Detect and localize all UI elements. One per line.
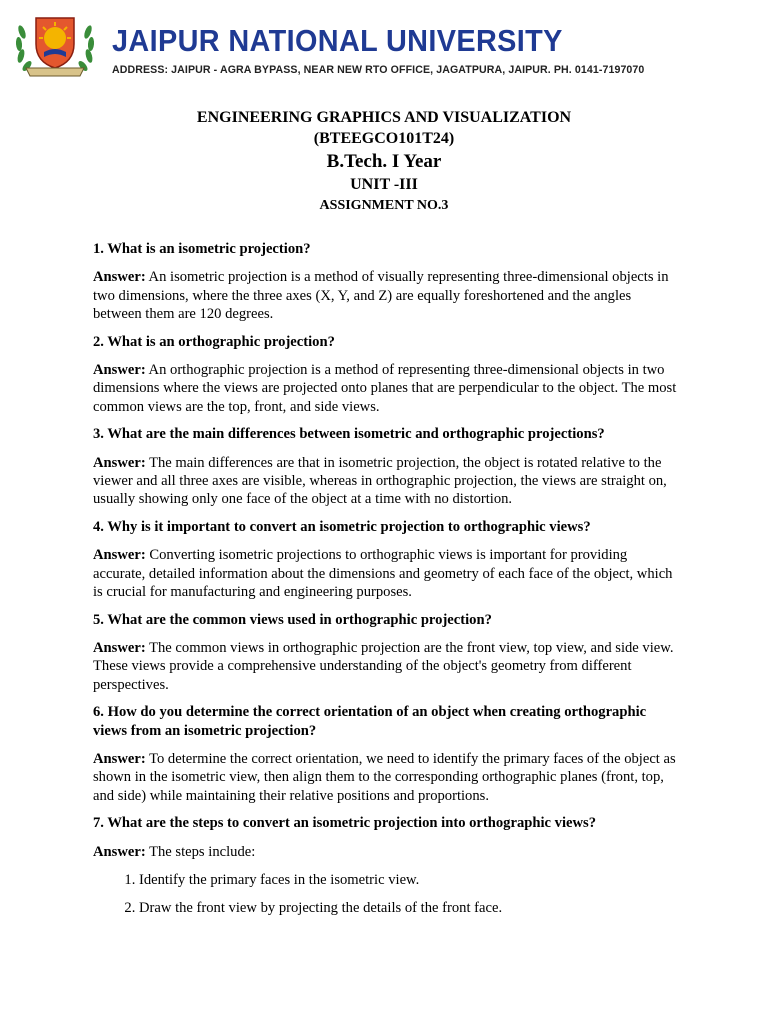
question-5: 5. What are the common views used in orthographic projection? [93,611,492,628]
question-7: 7. What are the steps to convert an isometric projection into orthographic views? [93,815,597,832]
university-name: JAIPUR NATIONAL UNIVERSITY [112,23,563,58]
answer-label: Answer: [93,269,146,286]
answer-1 [93,268,683,323]
answer-text: To determine the correct orientation, we need to identify the primary faces of the object as shown in the isometric view, then align them to the corresponding orthographic planes (front, top, and side) while maintaining their relative positions and proportions. [93,751,676,804]
answer-label: Answer: [93,843,146,860]
answer-text: Converting isometric projections to orthographic views is important for providing accurate, detailed information about the dimensions and geometry of each face of the object, which is crucial for manufacturing and engineering purposes. [93,547,673,600]
university-logo-icon [12,14,98,80]
course-title: ENGINEERING GRAPHICS AND VISUALIZATION [196,109,572,126]
answer-label: Answer: [93,751,146,768]
qa-content [93,240,683,927]
university-address: ADDRESS: JAIPUR - AGRA BYPASS, NEAR NEW RTO OFFICE, JAGATPURA, JAIPUR. PH. 0141-7197070 [112,64,645,76]
year-title: B.Tech. I Year [326,151,442,172]
answer-text: The steps include: [145,843,256,860]
answer-text: An orthographic projection is a method of representing three-dimensional objects in two dimensions where the views are projected onto planes that are perpendicular to the object. The most common views are the top, front, and side views. [93,361,677,415]
question-3: 3. What are the main differences between isometric and orthographic projections? [93,426,605,443]
answer-label: Answer: [93,361,146,378]
answer-text: The common views in orthographic projection are the front view, top view, and side view. These views provide a comprehensive understanding of the object's geometry from different perspectives. [93,640,674,693]
answer-2 [93,361,683,416]
question-2: 2. What is an orthographic projection? [93,333,335,350]
answer-label: Answer: [93,547,146,564]
document-titles [0,108,768,216]
question-4: 4. Why is it important to convert an isometric projection to orthographic views? [93,519,591,536]
course-code: (BTEEGCO101T24) [313,130,455,147]
answer-label: Answer: [93,640,146,657]
step-item: 1. Identify the primary faces in the isometric view. [139,871,683,889]
answer-label: Answer: [93,454,146,471]
answer-text: The main differences are that in isometric projection, the object is rotated relative to the viewer and all three axes are visible, whereas in orthographic projection, the views are straight on, usually showing only one face of the object at a time with no distortion. [93,454,667,508]
answer-4 [93,546,683,601]
answer-text: An isometric projection is a method of visually representing three-dimensional objects in two dimensions, where the three axes (X, Y, and Z) are equally foreshortened and the angles between them are 120 degrees. [93,269,669,322]
steps-list [93,871,683,918]
letterhead [0,0,768,100]
answer-3 [93,454,683,509]
answer-7 [93,843,683,861]
unit-title: UNIT -III [350,176,418,193]
question-6: 6. How do you determine the correct orientation of an object when creating orthographic views from an isometric projection? [93,704,647,739]
step-item: 2. Draw the front view by projecting the details of the front face. [139,899,683,917]
answer-6 [93,750,683,805]
answer-5 [93,639,683,694]
question-1: 1. What is an isometric projection? [93,241,311,257]
assignment-title: ASSIGNMENT NO.3 [319,198,449,213]
